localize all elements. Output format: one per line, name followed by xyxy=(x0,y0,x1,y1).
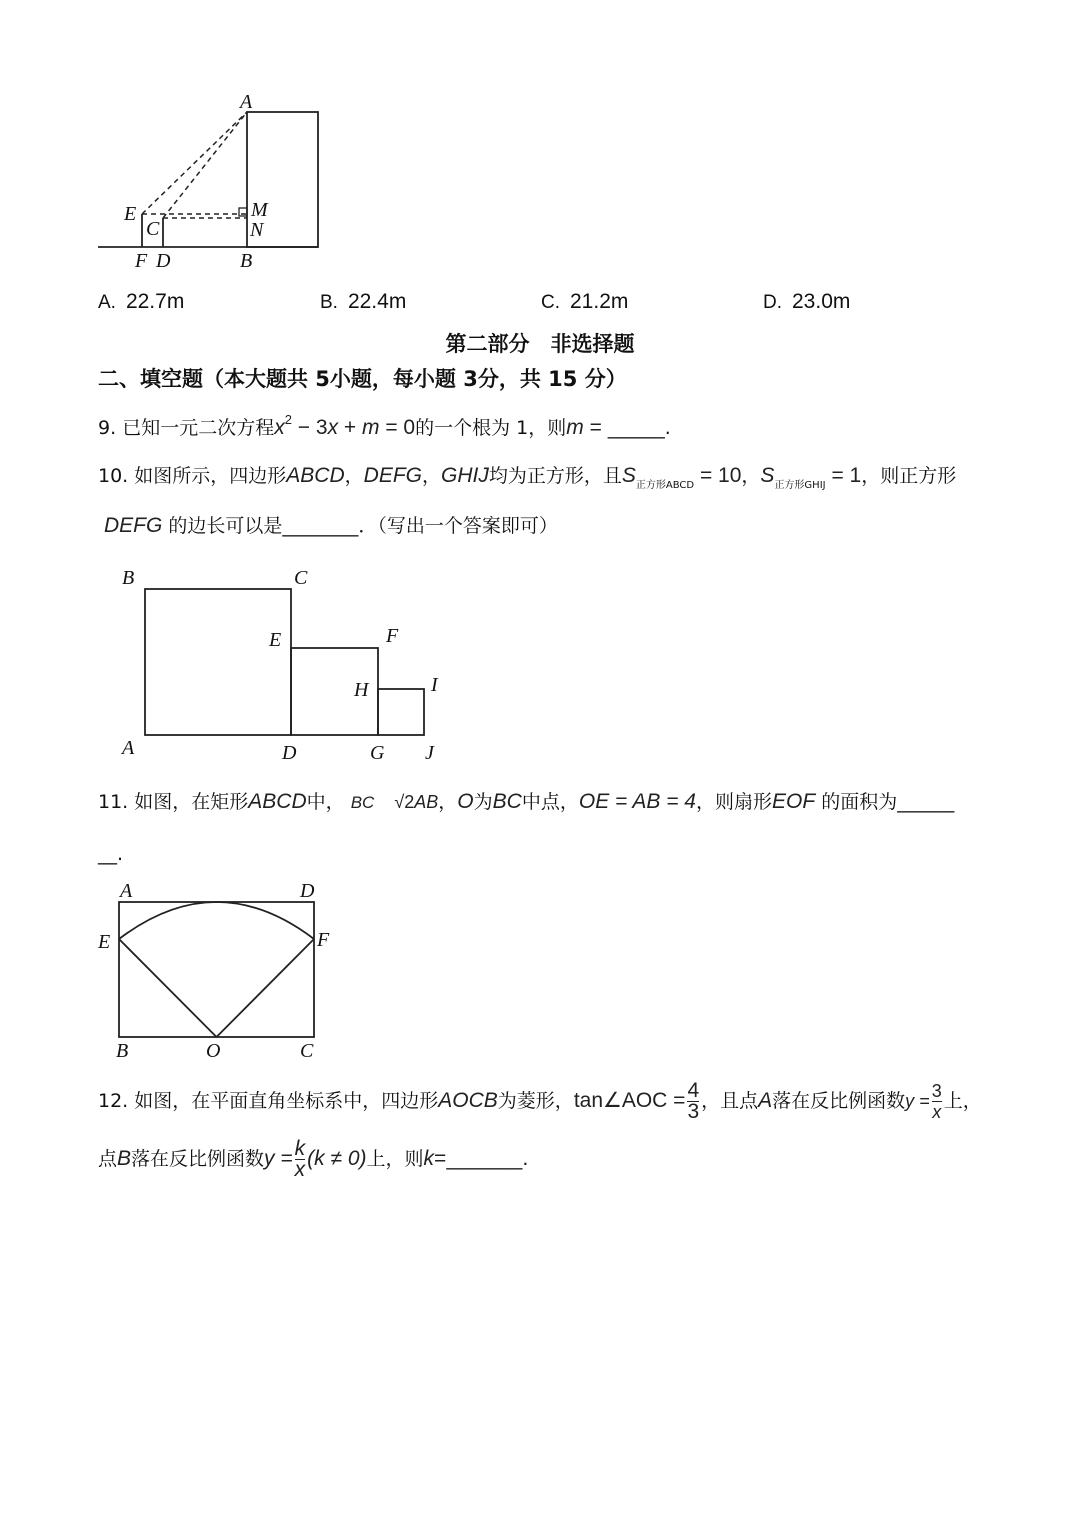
label-I: I xyxy=(431,674,438,696)
label-C: C xyxy=(294,567,308,589)
label-F: F xyxy=(135,250,148,272)
label-C: C xyxy=(146,218,160,240)
label-D: D xyxy=(282,742,297,764)
label-D: D xyxy=(156,250,171,272)
square-ghij xyxy=(378,689,424,735)
fraction-k-x: $\frac{k}{x}$ xyxy=(294,1136,306,1181)
label-B: B xyxy=(116,1040,129,1062)
label-C: C xyxy=(300,1040,314,1062)
figure-q8 xyxy=(90,88,340,278)
question-10-line2: DEFG 的边长可以是________．（写出一个答案即可） xyxy=(104,514,558,537)
label-H: H xyxy=(354,679,369,701)
label-M: M xyxy=(251,199,268,221)
label-E: E xyxy=(98,931,111,953)
option-c: C. 21.2m xyxy=(541,290,629,313)
question-12-line1: 12. 如图，在平面直角坐标系中，四边形 AOCB 为菱形， tan∠AOC = $\frac{4}{3}$ ，且点 A 落在反比例函数 y = $\frac{3}{x}$ 上， xyxy=(98,1078,982,1123)
label-A: A xyxy=(240,91,253,113)
segment-of xyxy=(217,939,315,1037)
question-10-line1: 10. 如图所示，四边形ABCD，DEFG，GHIJ均为正方形，且$S_{正方形ABCD} = 10$，$S_{正方形GHIJ} = 1$，则正方形 xyxy=(98,464,957,491)
label-J: J xyxy=(425,742,434,764)
label-N: N xyxy=(250,219,264,241)
sector-arc-ef xyxy=(119,902,314,939)
question-11-line2: __. xyxy=(98,843,124,865)
option-b: B. 22.4m xyxy=(320,290,407,313)
label-A: A xyxy=(120,880,133,902)
part2-title: 第二部分 非选择题 xyxy=(445,332,635,356)
label-G: G xyxy=(370,742,385,764)
fraction-3-x: $\frac{3}{x}$ xyxy=(931,1080,942,1122)
fraction-4-3: $\frac{4}{3}$ xyxy=(687,1078,700,1123)
section2-heading: 二、填空题（本大题共 5小题，每小题 3分，共 15 分） xyxy=(98,367,627,391)
option-a: A. 22.7m xyxy=(98,290,185,313)
question-12-line2: 点 B 落在反比例函数 y = $\frac{k}{x}$ (k ≠ 0) 上，则 k = ________ . xyxy=(98,1136,529,1181)
question-11-line1: 11. 如图，在矩形ABCD中， BC √2AB，O为BC中点，OE = AB = 4，则扇形EOF 的面积为______ xyxy=(98,790,955,813)
label-O: O xyxy=(206,1040,221,1062)
label-E: E xyxy=(269,629,282,651)
label-B: B xyxy=(122,567,135,589)
label-F: F xyxy=(386,625,399,647)
label-A: A xyxy=(122,737,135,759)
square-abcd xyxy=(145,589,291,735)
label-B: B xyxy=(240,250,253,272)
label-F: F xyxy=(317,929,330,951)
figure-q10 xyxy=(110,560,460,770)
figure-q11 xyxy=(92,875,352,1065)
right-angle-mark xyxy=(239,208,247,216)
label-D: D xyxy=(300,880,315,902)
label-E: E xyxy=(124,203,137,225)
question-9: 9. 已知一元二次方程$x^2 - 3x + m = 0$的一个根为 1，则m = ______. xyxy=(98,412,671,439)
dash-ca xyxy=(163,112,247,218)
dash-ea xyxy=(142,112,247,214)
segment-oe xyxy=(119,939,217,1037)
option-d: D. 23.0m xyxy=(763,290,851,313)
